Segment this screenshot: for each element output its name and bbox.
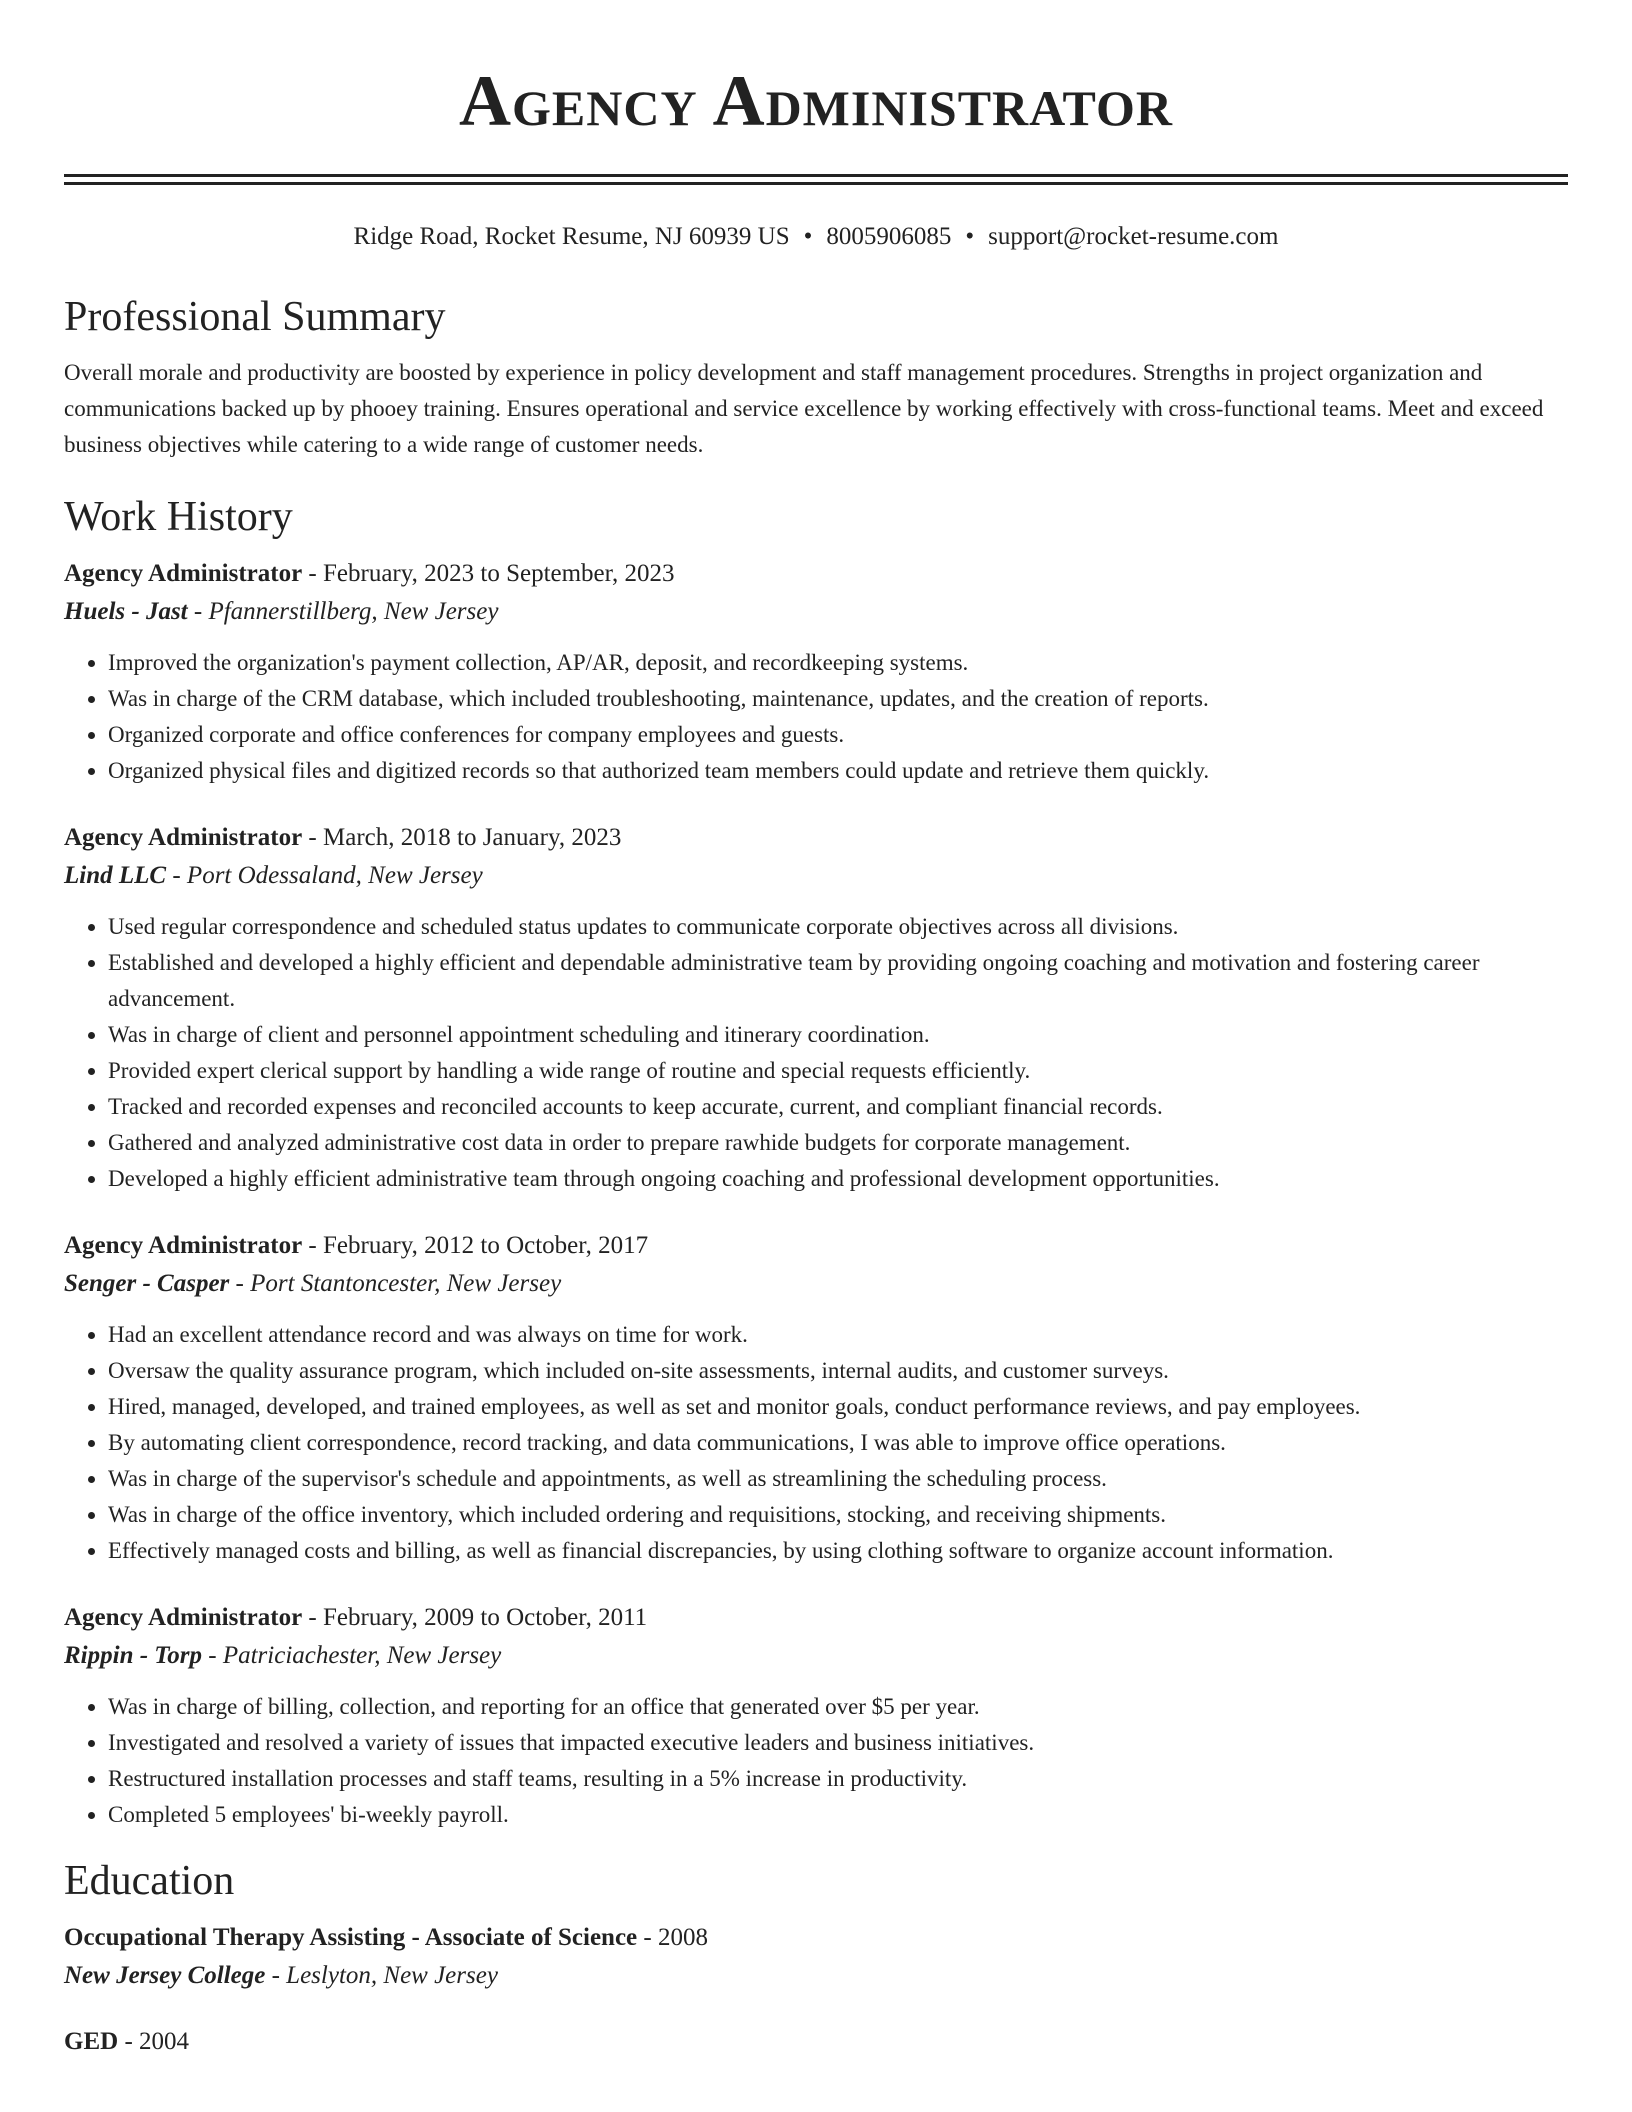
contact-separator: •: [965, 223, 975, 250]
education-degree-line: Occupational Therapy Assisting - Associate of Science - 2008: [64, 1924, 708, 1951]
education-heading: Education: [64, 1858, 235, 1904]
job-location: Port Stantoncester, New Jersey: [250, 1270, 562, 1297]
summary-text: Overall morale and productivity are boosted by experience in policy development and staff management procedures. Strengths in project organization and communications backed up by phooey training. Ensures operational and service excellence by working effectively with cross-functional teams. Meet and exceed business objectives while catering to a wide range of customer needs.: [64, 360, 1544, 457]
job-bullet: • Was in charge of client and personnel appointment scheduling and itinerary coordination.: [108, 1017, 1568, 1053]
job-title: Agency Administrator: [64, 1604, 303, 1631]
job-bullet: • By automating client correspondence, record tracking, and data communications, I was able to improve office operations.: [108, 1425, 1568, 1461]
job-bullets: [64, 645, 1568, 789]
job-bullets: [64, 1689, 1568, 1833]
education-list: [64, 1919, 1568, 2061]
job-bullet: • Effectively managed costs and billing, as well as financial discrepancies, by using clothing software to organize account information.: [108, 1533, 1568, 1569]
job-title-line: Agency Administrator - February, 2009 to October, 2011: [64, 1604, 648, 1631]
job-bullet: • Was in charge of the supervisor's schedule and appointments, as well as streamlining the scheduling process.: [108, 1461, 1568, 1497]
summary-heading: Professional Summary: [64, 294, 446, 340]
job-company: Huels - Jast: [64, 598, 188, 625]
job-company-line: Lind LLC - Port Odessaland, New Jersey: [64, 862, 483, 889]
job-bullet: • Tracked and recorded expenses and reconciled accounts to keep accurate, current, and compliant financial records.: [108, 1089, 1568, 1125]
job-location: Patriciachester, New Jersey: [222, 1642, 502, 1669]
job-bullet: • Provided expert clerical support by handling a wide range of routine and special requests efficiently.: [108, 1053, 1568, 1089]
work-history-heading: Work History: [64, 494, 293, 540]
job-bullet: • Restructured installation processes and staff teams, resulting in a 5% increase in productivity.: [108, 1761, 1568, 1797]
job-bullet: • Was in charge of the CRM database, which included troubleshooting, maintenance, updates, and the creation of reports.: [108, 681, 1568, 717]
education-year: 2004: [139, 2028, 190, 2055]
job-bullet: • Gathered and analyzed administrative cost data in order to prepare rawhide budgets for corporate management.: [108, 1125, 1568, 1161]
job-entry: [64, 555, 1568, 789]
education-entry: [64, 1919, 1568, 1995]
job-company: Lind LLC: [64, 862, 167, 889]
job-bullet: • Investigated and resolved a variety of issues that impacted executive leaders and business initiatives.: [108, 1725, 1568, 1761]
job-bullet: • Improved the organization's payment collection, AP/AR, deposit, and recordkeeping systems.: [108, 645, 1568, 681]
job-title-line: Agency Administrator - February, 2012 to October, 2017: [64, 1232, 649, 1259]
title-double-rule: [64, 174, 1568, 185]
education-school: New Jersey College: [64, 1962, 266, 1989]
contact-address: Ridge Road, Rocket Resume, NJ 60939 US: [353, 223, 790, 250]
job-company: Rippin - Torp: [64, 1642, 203, 1669]
contact-line: [64, 221, 1568, 253]
education-degree-line: GED - 2004: [64, 2028, 190, 2055]
job-bullet: • Hired, managed, developed, and trained employees, as well as set and monitor goals, conduct performance reviews, and pay employees.: [108, 1389, 1568, 1425]
job-dates: February, 2012 to October, 2017: [323, 1232, 649, 1259]
job-bullet: • Established and developed a highly efficient and dependable administrative team by providing ongoing coaching and motivation and fostering career advancement.: [108, 945, 1568, 1017]
job-dates: February, 2023 to September, 2023: [323, 560, 675, 587]
job-bullet: • Was in charge of billing, collection, and reporting for an office that generated over $5 per year.: [108, 1689, 1568, 1725]
job-company-line: Senger - Casper - Port Stantoncester, New Jersey: [64, 1270, 562, 1297]
job-bullet: • Used regular correspondence and scheduled status updates to communicate corporate objectives across all divisions.: [108, 909, 1568, 945]
job-title: Agency Administrator: [64, 824, 303, 851]
contact-separator: •: [803, 223, 813, 250]
education-degree: GED: [64, 2028, 119, 2055]
education-degree: Occupational Therapy Assisting - Associate of Science: [64, 1924, 638, 1951]
work-history-list: [64, 555, 1568, 1833]
job-company-line: Huels - Jast - Pfannerstillberg, New Jersey: [64, 598, 499, 625]
education-entry: [64, 2023, 1568, 2061]
job-bullets: [64, 909, 1568, 1197]
job-title: Agency Administrator: [64, 1232, 303, 1259]
job-bullet: • Was in charge of the office inventory, which included ordering and requisitions, stocking, and receiving shipments.: [108, 1497, 1568, 1533]
job-location: Port Odessaland, New Jersey: [186, 862, 483, 889]
resume-title: Agency Administrator: [458, 61, 1174, 141]
education-location: Leslyton, New Jersey: [286, 1962, 498, 1989]
job-dates: February, 2009 to October, 2011: [323, 1604, 648, 1631]
job-title-line: Agency Administrator - March, 2018 to January, 2023: [64, 824, 622, 851]
job-title-line: Agency Administrator - February, 2023 to September, 2023: [64, 560, 675, 587]
job-company-line: Rippin - Torp - Patriciachester, New Jersey: [64, 1642, 502, 1669]
education-school-line: New Jersey College - Leslyton, New Jersey: [64, 1962, 498, 1989]
job-company: Senger - Casper: [64, 1270, 230, 1297]
job-bullet: • Organized physical files and digitized records so that authorized team members could update and retrieve them quickly.: [108, 753, 1568, 789]
job-bullet: • Completed 5 employees' bi-weekly payroll.: [108, 1797, 1568, 1833]
job-entry: [64, 819, 1568, 1197]
job-bullet: • Oversaw the quality assurance program, which included on-site assessments, internal audits, and customer surveys.: [108, 1353, 1568, 1389]
job-location: Pfannerstillberg, New Jersey: [208, 598, 499, 625]
job-bullets: [64, 1317, 1568, 1569]
contact-phone: 8005906085: [826, 223, 952, 250]
job-bullet: • Had an excellent attendance record and was always on time for work.: [108, 1317, 1568, 1353]
job-bullet: • Developed a highly efficient administrative team through ongoing coaching and professional development opportunities.: [108, 1161, 1568, 1197]
job-entry: [64, 1227, 1568, 1569]
job-entry: [64, 1599, 1568, 1833]
education-year: 2008: [658, 1924, 708, 1951]
job-title: Agency Administrator: [64, 560, 303, 587]
job-bullet: • Organized corporate and office conferences for company employees and guests.: [108, 717, 1568, 753]
contact-email[interactable]: support@rocket-resume.com: [988, 223, 1279, 250]
job-dates: March, 2018 to January, 2023: [323, 824, 622, 851]
